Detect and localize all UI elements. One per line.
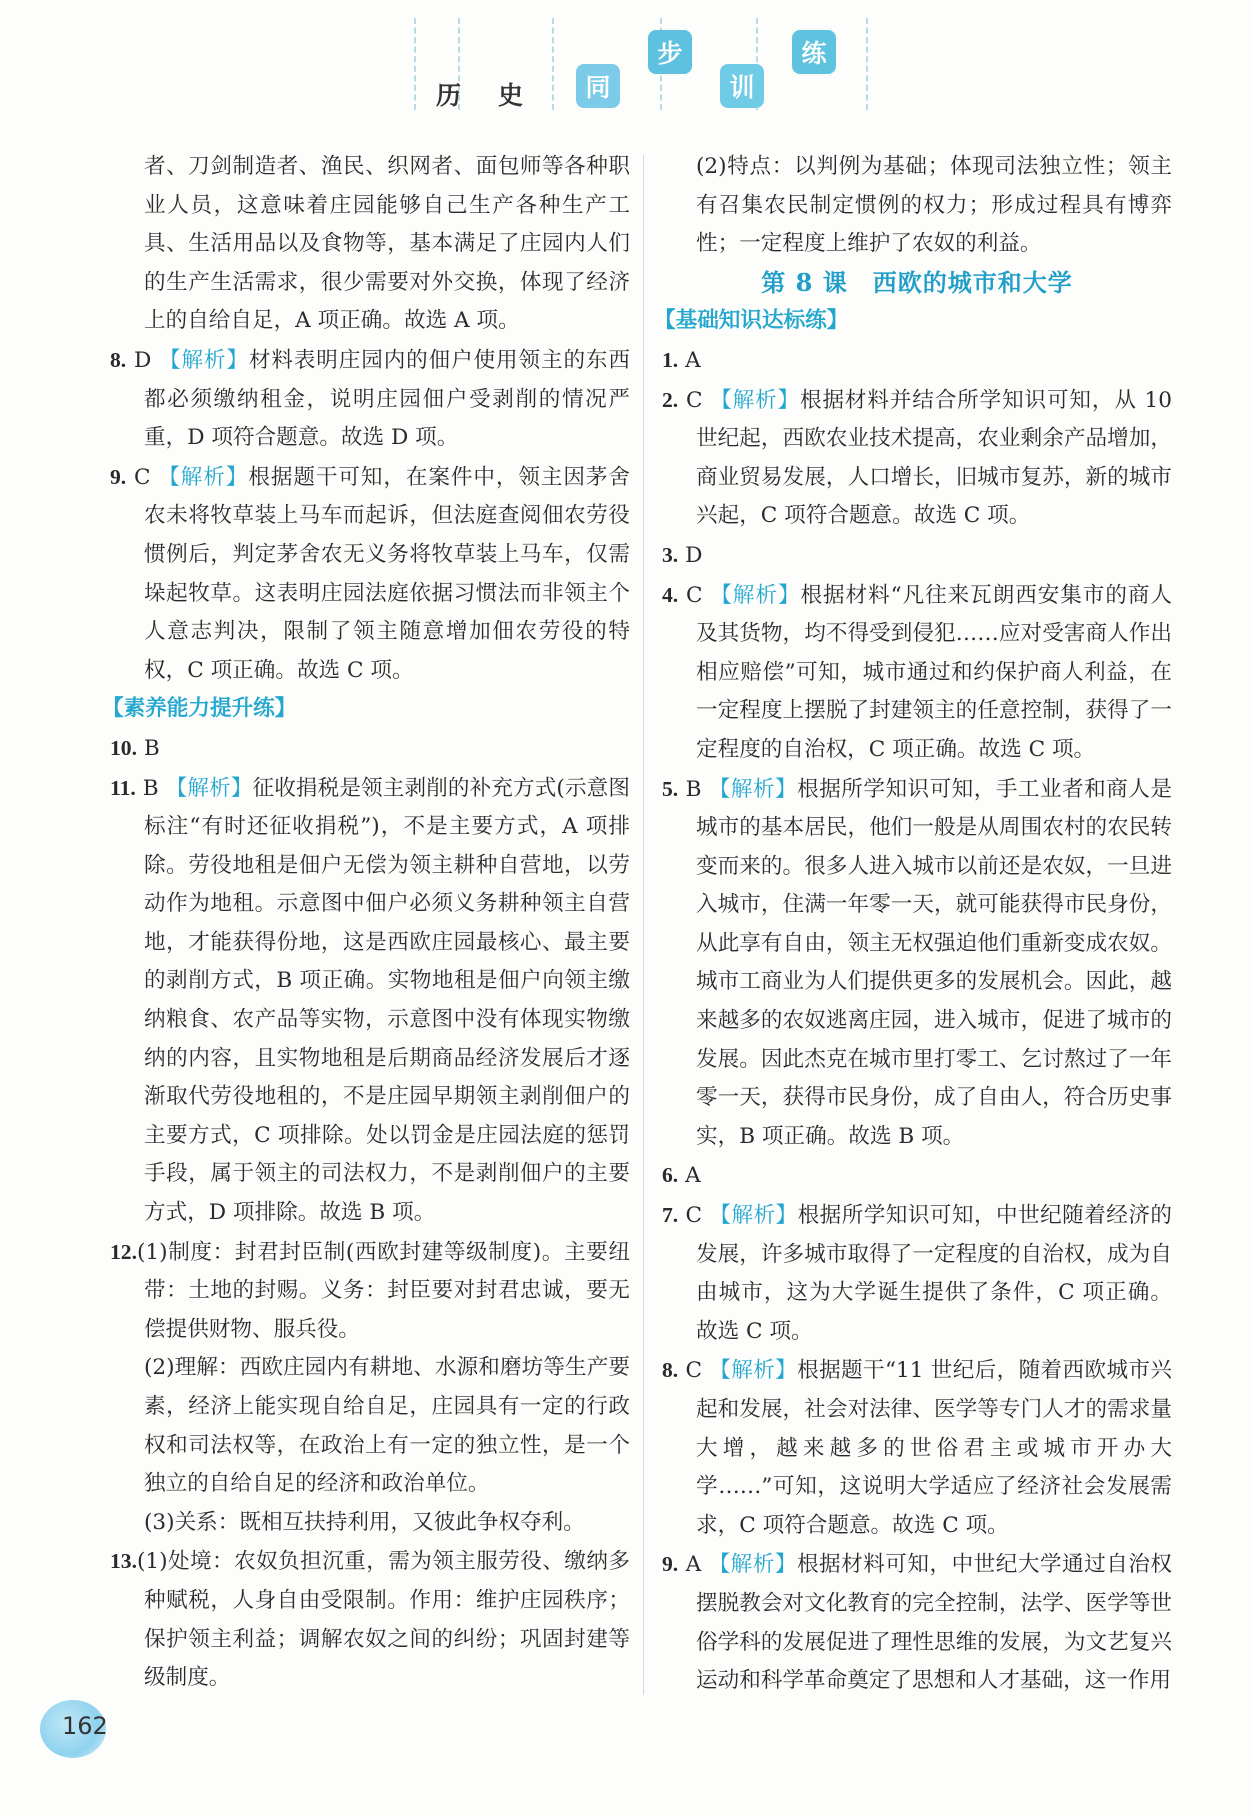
answer-item: [662, 1351, 1172, 1545]
question-number: 3.: [662, 542, 679, 567]
question-number: 2.: [662, 387, 679, 412]
question-number: 8.: [662, 1358, 679, 1383]
analysis-tag: 【解析】: [709, 1203, 798, 1229]
analysis-tag: 【解析】: [710, 582, 801, 608]
answer-item: [110, 1233, 630, 1350]
analysis-tag: 【解析】: [708, 776, 798, 802]
page-number: 162: [62, 1712, 108, 1740]
answer-text: 征收捐税是领主剥削的补充方式(示意图标注“有时还征收捐税”)，不是主要方式，A 项排除。劳役地租是佃户无偿为领主耕种自营地，以劳动作为地租。示意图中佃户必须义务耕种领主自营地，才能获得份地，这是西欧庄园最核心、最主要的剥削方式，B 项正确。实物地租是佃户向领主缴纳粮食、农产品等实物，示意图中没有体现实物缴纳的内容，且实物地租是后期商品经济发展后才逐渐取代劳役地租的，不是庄园早期领主剥削佃户的主要方式，C 项排除。处以罚金是庄园法庭的惩罚手段，属于领主的司法权力，不是剥削佃户的主要方式，D 项排除。故选 B 项。: [144, 775, 630, 1226]
analysis-tag: 【解析】: [710, 387, 801, 413]
answer-text: (1)处境：农奴负担沉重，需为领主服劳役、缴纳多种赋税，人身自由受限制。作用：维护庄园秩序；保护领主利益；调解农奴之间的纠纷；巩固封建等级制度。: [137, 1549, 630, 1691]
lesson-title: [662, 264, 1172, 303]
question-number: 10.: [110, 735, 137, 760]
answer-item: [662, 381, 1172, 536]
page-header: [0, 0, 1250, 130]
answer-choice: B: [143, 735, 160, 761]
answer-choice: C: [133, 464, 151, 490]
title-tile: 练: [792, 30, 836, 74]
question-number: 7.: [662, 1203, 679, 1228]
question-number: 4.: [662, 582, 679, 607]
answer-text: (1)制度：封君封臣制(西欧封建等级制度)。主要纽带：土地的封赐。义务：封臣要对封君忠诚，要无偿提供财物、服兵役。: [137, 1239, 630, 1342]
answer-item: [110, 458, 630, 691]
question-number: 13.: [110, 1549, 137, 1574]
answer-text: (2)理解：西欧庄园内有耕地、水源和磨坊等生产要素，经济上能实现自给自足，庄园具有一定的行政权和司法权等，在政治上有一定的独立性，是一个独立的自给自足的经济和政治单位。: [144, 1355, 630, 1497]
section-heading: [654, 302, 1172, 341]
answer-item: [662, 770, 1172, 1157]
answer-text: 根据所学知识可知，中世纪随着经济的发展，许多城市取得了一定程度的自治权，成为自由城市，这为大学诞生提供了条件，C 项正确。故选 C 项。: [696, 1203, 1172, 1344]
answer-item: [662, 1545, 1172, 1700]
answer-text: 根据材料可知，中世纪大学通过自治权摆脱教会对文化教育的完全控制，法学、医学等世俗学科的发展促进了理性思维的发展，为文艺复兴运动和科学革命奠定了思想和人才基础，这一作用: [696, 1552, 1172, 1694]
answer-text: (3)关系：既相互扶持利用，又彼此争权夺利。: [144, 1509, 585, 1535]
answer-choice: A: [685, 1163, 701, 1189]
answer-text: 材料表明庄园内的佃户使用领主的东西都必须缴纳租金，说明庄园佃户受剥削的情况严重，D 项符合题意。故选 D 项。: [144, 347, 630, 451]
sub-answer: [110, 1349, 630, 1503]
page-number-badge: [40, 1700, 106, 1758]
right-column: [654, 148, 1172, 1701]
answer-choice: A: [685, 1552, 702, 1578]
subject-char: 历: [436, 81, 462, 110]
section-title: 【基础知识达标练】: [654, 308, 849, 334]
answer-item: [662, 1196, 1172, 1351]
answer-item: [110, 341, 630, 458]
analysis-tag: 【解析】: [158, 464, 249, 490]
answer-choice: C: [686, 582, 703, 608]
question-number: 11.: [110, 775, 136, 800]
answer-choice: C: [685, 1358, 702, 1384]
continued-paragraph: [110, 148, 630, 341]
header-dash-line: [414, 18, 416, 110]
column-divider: [643, 155, 644, 1695]
answer-text: 根据材料“凡往来瓦朗西安集市的商人及其货物，均不得受到侵犯……应对受害商人作出相应赔偿”可知，城市通过和约保护商人利益，在一定程度上摆脱了封建领主的任意控制，获得了一定程度的自治权，C 项正确。故选 C 项。: [696, 582, 1172, 762]
analysis-tag: 【解析】: [165, 775, 253, 801]
question-number: 12.: [110, 1239, 137, 1264]
answer-choice: C: [685, 387, 703, 413]
answer-text: 根据题干“11 世纪后，随着西欧城市兴起和发展，社会对法律、医学等专门人才的需求量大增，越来越多的世俗君主或城市开办大学……”可知，这说明大学适应了经济社会发展需求，C 项符合题意。故选 C 项。: [696, 1358, 1172, 1538]
section-title: 【素养能力提升练】: [102, 696, 297, 722]
answer-text: 根据题干可知，在案件中，领主因茅舍农未将牧草装上马车而起诉，但法庭查阅佃农劳役惯例后，判定茅舍农无义务将牧草装上马车，仅需垛起牧草。这表明庄园法庭依据习惯法而非领主个人意志判决，限制了领主随意增加佃农劳役的特权，C 项正确。故选 C 项。: [144, 464, 630, 683]
analysis-tag: 【解析】: [708, 1552, 797, 1578]
answer-text: 根据材料并结合所学知识可知，从 10 世纪起，西欧农业技术提高，农业剩余产品增加，商业贸易发展，人口增长，旧城市复苏，新的城市兴起，C 项符合题意。故选 C 项。: [696, 387, 1172, 529]
question-number: 1.: [662, 347, 679, 372]
title-tile: 同: [576, 64, 620, 108]
header-dash-line: [552, 18, 554, 110]
sub-answer: [662, 148, 1172, 264]
answer-item: [110, 1542, 630, 1697]
answer-choice: A: [685, 347, 701, 373]
question-number: 8.: [110, 347, 127, 372]
question-number: 6.: [662, 1163, 679, 1188]
answer-item: [110, 769, 630, 1233]
answer-item: [662, 536, 1172, 576]
left-column: [102, 148, 630, 1698]
answer-choice: B: [685, 776, 702, 802]
answer-text: (2)特点：以判例为基础；体现司法独立性；领主有召集农民制定惯例的权力；形成过程具有博弈性；一定程度上维护了农奴的利益。: [696, 154, 1172, 257]
sub-answer: [110, 1504, 630, 1543]
answer-item: [110, 729, 630, 769]
title-tile: 步: [648, 30, 692, 74]
analysis-tag: 【解析】: [709, 1358, 798, 1384]
analysis-tag: 【解析】: [159, 347, 249, 373]
question-number: 9.: [110, 464, 127, 489]
answer-item: [662, 1156, 1172, 1196]
answer-choice: B: [142, 775, 159, 801]
section-heading: [102, 690, 630, 729]
answer-item: [662, 341, 1172, 381]
answer-choice: C: [685, 1203, 703, 1229]
answer-text: 者、刀剑制造者、渔民、织网者、面包师等各种职业人员，这意味着庄园能够自己生产各种生产工具、生活用品以及食物等，基本满足了庄园内人们的生产生活需求，很少需要对外交换，体现了经济上的自给自足，A 项正确。故选 A 项。: [144, 154, 630, 334]
answer-text: 根据所学知识可知，手工业者和商人是城市的基本居民，他们一般是从周围农村的农民转变而来的。很多人进入城市以前还是农奴，一旦进入城市，住满一年零一天，就可能获得市民身份，从此享有自由，领主无权强迫他们重新变成农奴。城市工商业为人们提供更多的发展机会。因此，越来越多的农奴逃离庄园，进入城市，促进了城市的发展。因此杰克在城市里打零工、乞讨熬过了一年零一天，获得市民身份，成了自由人，符合历史事实，B 项正确。故选 B 项。: [696, 776, 1172, 1149]
header-dash-line: [866, 18, 868, 110]
subject-char: 史: [498, 81, 524, 110]
title-tile: 训: [720, 64, 764, 108]
answer-choice: D: [685, 542, 703, 568]
question-number: 9.: [662, 1552, 679, 1577]
answer-item: [662, 576, 1172, 770]
question-number: 5.: [662, 776, 679, 801]
answer-choice: D: [133, 347, 152, 373]
lesson-title-text: 第 8 课 西欧的城市和大学: [761, 267, 1073, 297]
